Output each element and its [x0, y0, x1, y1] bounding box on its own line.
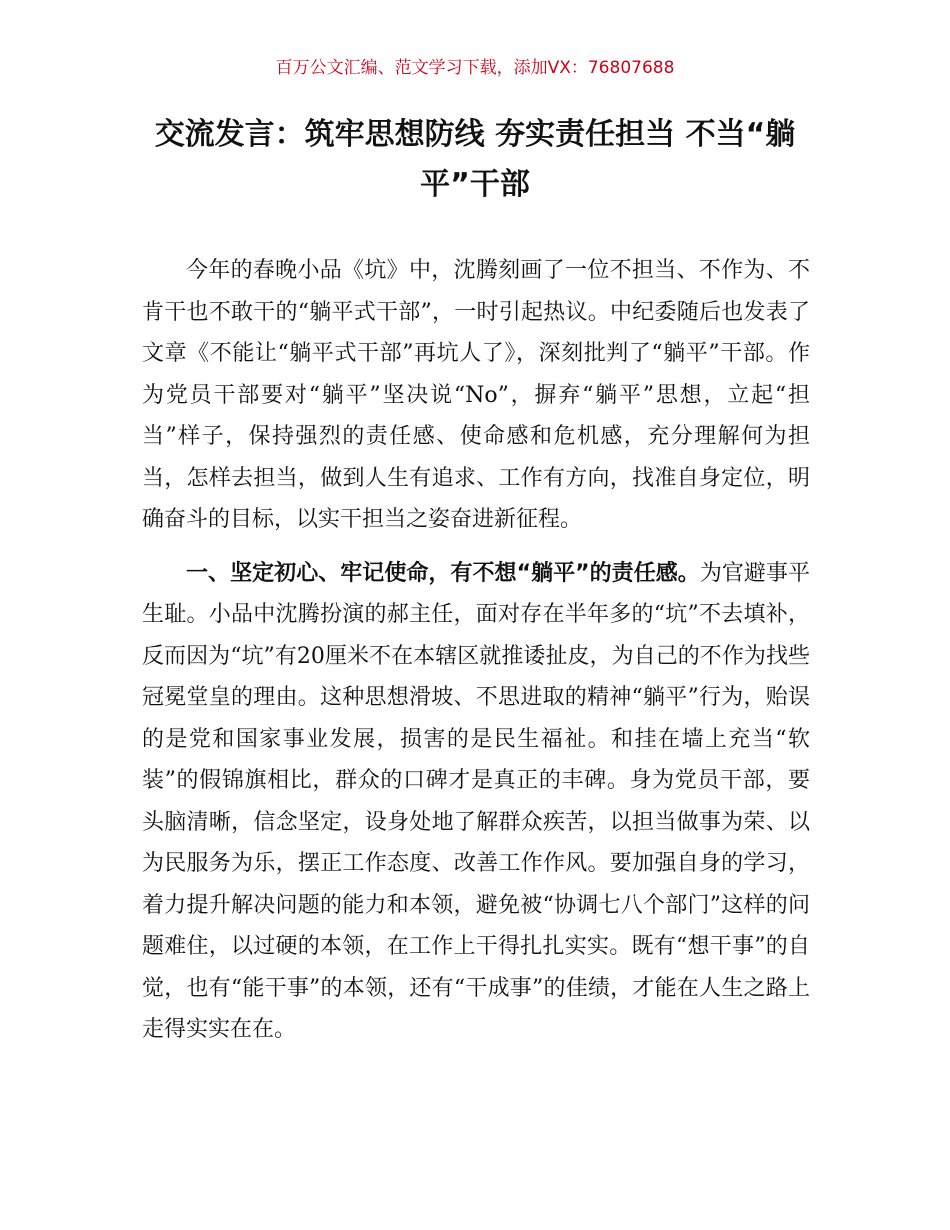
paragraph-text: 为官避事平生耻。小品中沈腾扮演的郝主任，面对存在半年多的“坑”不去填补，反而因为“坑”有20厘米不在本辖区就推诿扯皮，为自己的不作为找些冠冕堂皇的理由。这种思想滑坡、不思进取的精神“躺平”行为，贻误的是党和国家事业发展，损害的是民生福祉。和挂在墙上充当“软装”的假锦旗相比，群众的口碑才是真正的丰碑。身为党员干部，要头脑清晰，信念坚定，设身处地了解群众疾苦，以担当做事为荣、以为民服务为乐，摆正工作态度、改善工作作风。要加强自身的学习，着力提升解决问题的能力和本领，避免被“协调七八个部门”这样的问题难住，以过硬的本领，在工作上干得扎扎实实。既有“想干事”的自觉，也有“能干事”的本领，还有“干成事”的佳绩，才能在人生之路上走得实实在在。: [142, 560, 810, 1042]
section-heading: 一、坚定初心、牢记使命，有不想“躺平”的责任感。: [186, 560, 700, 586]
intro-paragraph: [142, 250, 810, 541]
document-body: [142, 250, 810, 1051]
header-notice: 百万公文汇编、范文学习下载，添加VX：76807688: [275, 58, 675, 78]
document-title: 交流发言：筑牢思想防线 夯实责任担当 不当“躺平”干部: [154, 117, 796, 202]
section-one-paragraph: [142, 553, 810, 1051]
paragraph-text: 今年的春晚小品《坑》中，沈腾刻画了一位不担当、不作为、不肯干也不敢干的“躺平式干部”，一时引起热议。中纪委随后也发表了文章《不能让“躺平式干部”再坑人了》，深刻批判了“躺平”干部。作为党员干部要对“躺平”坚决说“No”，摒弃“躺平”思想，立起“担当”样子，保持强烈的责任感、使命感和危机感，充分理解何为担当，怎样去担当，做到人生有追求、工作有方向，找准自身定位，明确奋斗的目标，以实干担当之姿奋进新征程。: [142, 258, 810, 532]
